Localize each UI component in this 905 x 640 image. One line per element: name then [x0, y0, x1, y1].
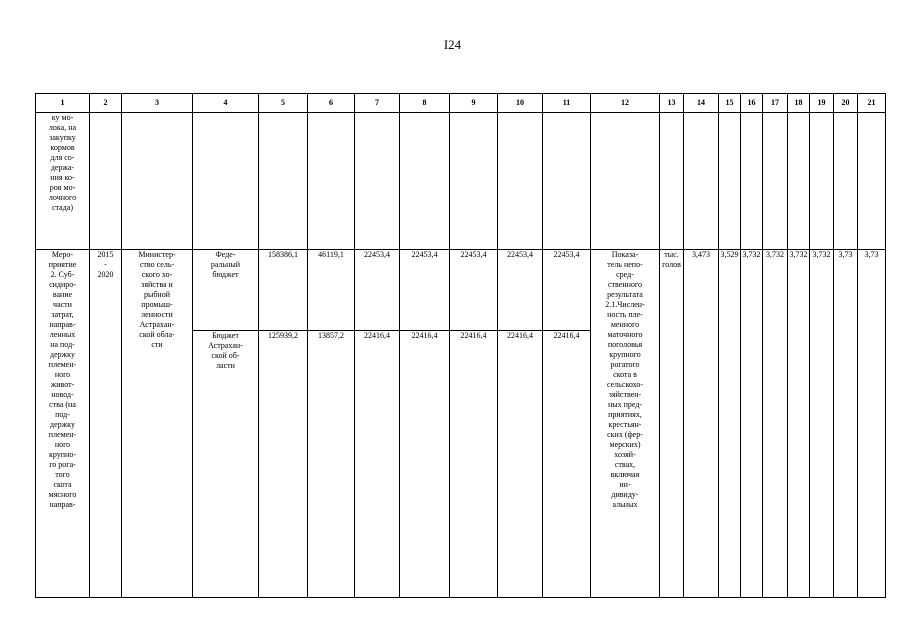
empty-cell: [763, 113, 788, 250]
executor-cell: Министер- ство сель- ского хо- зяйства и рыбной промыш- ленности Астрахан- ской обла- сти: [122, 250, 193, 598]
col-header: 9: [450, 94, 498, 113]
empty-cell: [355, 113, 400, 250]
header-row: [36, 94, 886, 113]
col-header: 6: [308, 94, 355, 113]
measure-name-cell: ку мо- лока, на закупку кормов для со- держа- ния ко- ров мо- лочного стада): [36, 113, 90, 250]
empty-cell: [660, 113, 684, 250]
amount-cell: 46119,1: [308, 250, 355, 331]
program-table: [35, 93, 886, 598]
col-header: 1: [36, 94, 90, 113]
funding-source-cell: Бюджет Астрахан- ской об- ласти: [193, 331, 259, 598]
col-header: 17: [763, 94, 788, 113]
col-header: 2: [90, 94, 122, 113]
indicator-value-cell: 3,529: [719, 250, 741, 598]
indicator-value-cell: 3,732: [763, 250, 788, 598]
empty-cell: [719, 113, 741, 250]
empty-cell: [400, 113, 450, 250]
empty-cell: [591, 113, 660, 250]
amount-cell: 22453,4: [355, 250, 400, 331]
col-header: 21: [858, 94, 886, 113]
amount-cell: 22416,4: [498, 331, 543, 598]
unit-cell: тыс. голов: [660, 250, 684, 598]
col-header: 19: [810, 94, 834, 113]
funding-source-cell: Феде- ральный бюджет: [193, 250, 259, 331]
amount-cell: 158386,1: [259, 250, 308, 331]
amount-cell: 13857,2: [308, 331, 355, 598]
measure-name-cell: Меро- приятие 2. Суб- сидиро- вание части затрат, направ- ленных на под- держку племен- ного живот- новод- ства (на под- держку племен- ного крупно- го рога- того скота мясного направ-: [36, 250, 90, 598]
empty-cell: [90, 113, 122, 250]
amount-cell: 22416,4: [400, 331, 450, 598]
empty-cell: [810, 113, 834, 250]
col-header: 20: [834, 94, 858, 113]
empty-cell: [450, 113, 498, 250]
col-header: 10: [498, 94, 543, 113]
col-header: 7: [355, 94, 400, 113]
continuation-row: [36, 113, 886, 250]
indicator-value-cell: 3,732: [788, 250, 810, 598]
empty-cell: [684, 113, 719, 250]
col-header: 16: [741, 94, 763, 113]
indicator-value-cell: 3,73: [834, 250, 858, 598]
col-header: 11: [543, 94, 591, 113]
empty-cell: [259, 113, 308, 250]
amount-cell: 22453,4: [543, 250, 591, 331]
amount-cell: 22416,4: [543, 331, 591, 598]
col-header: 3: [122, 94, 193, 113]
indicator-value-cell: 3,73: [858, 250, 886, 598]
indicator-value-cell: 3,732: [810, 250, 834, 598]
indicator-value-cell: 3,732: [741, 250, 763, 598]
period-cell: 2015 - 2020: [90, 250, 122, 598]
empty-cell: [498, 113, 543, 250]
indicator-value-cell: 3,473: [684, 250, 719, 598]
col-header: 18: [788, 94, 810, 113]
amount-cell: 22453,4: [498, 250, 543, 331]
col-header: 13: [660, 94, 684, 113]
col-header: 4: [193, 94, 259, 113]
col-header: 5: [259, 94, 308, 113]
page-number: I24: [443, 37, 462, 52]
empty-cell: [858, 113, 886, 250]
amount-cell: 22416,4: [355, 331, 400, 598]
col-header: 12: [591, 94, 660, 113]
amount-cell: 125939,2: [259, 331, 308, 598]
col-header: 14: [684, 94, 719, 113]
empty-cell: [308, 113, 355, 250]
federal-budget-row: [36, 250, 886, 331]
empty-cell: [543, 113, 591, 250]
indicator-cell: Показа- тель непо- сред- ственного результата 2.1.Числен- ность пле- менного маточного поголовья крупного рогатого скота в сельскохо- зяйствен- ных пред- приятиях, крестьян- ских (фер- мерских) хозяй- ствах, включая ин- дивиду- альных: [591, 250, 660, 598]
col-header: 8: [400, 94, 450, 113]
empty-cell: [741, 113, 763, 250]
empty-cell: [122, 113, 193, 250]
amount-cell: 22453,4: [450, 250, 498, 331]
empty-cell: [193, 113, 259, 250]
amount-cell: 22453,4: [400, 250, 450, 331]
col-header: 15: [719, 94, 741, 113]
empty-cell: [834, 113, 858, 250]
amount-cell: 22416,4: [450, 331, 498, 598]
empty-cell: [788, 113, 810, 250]
